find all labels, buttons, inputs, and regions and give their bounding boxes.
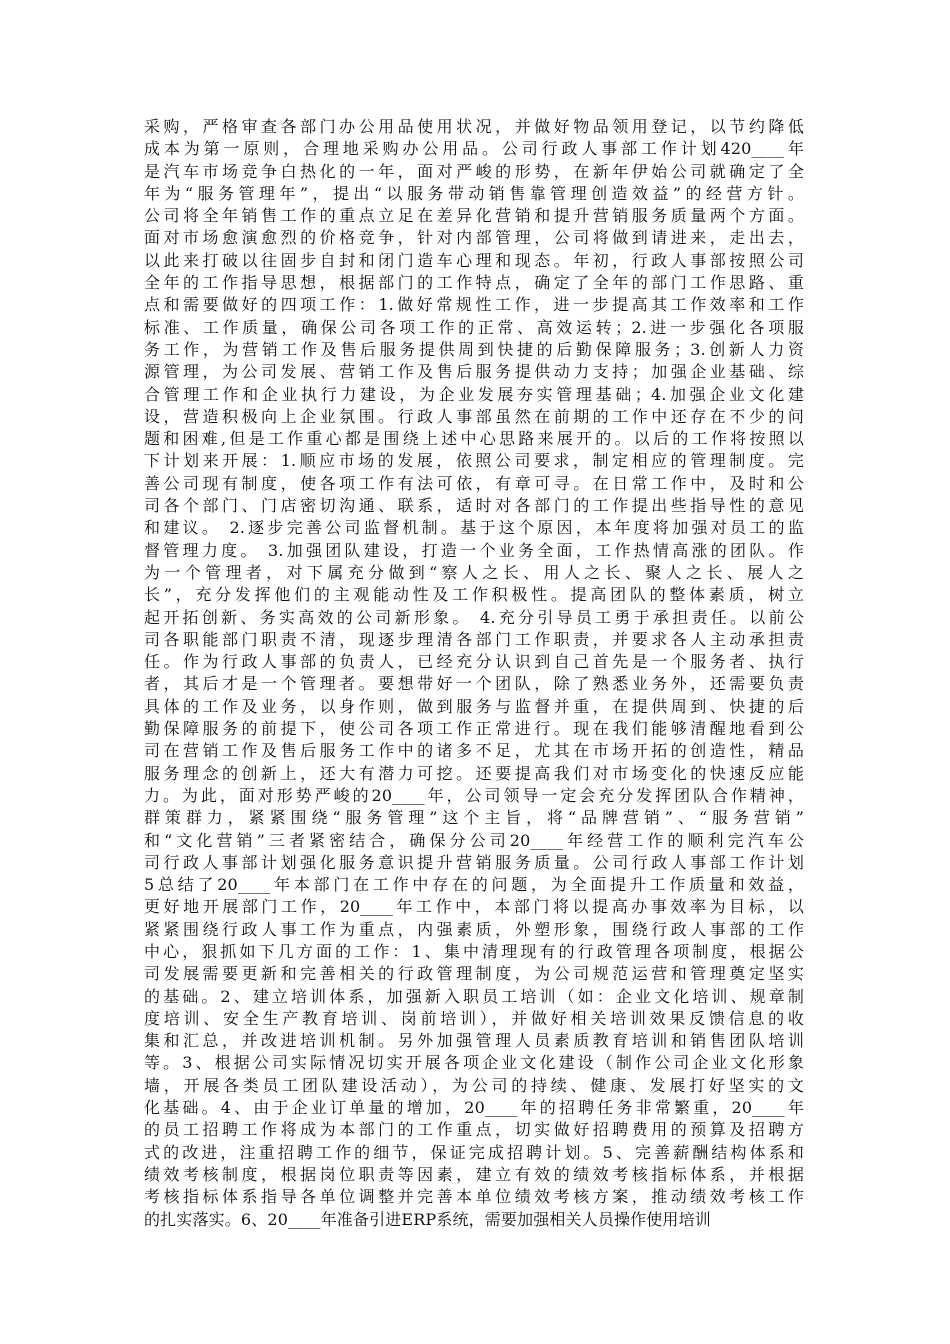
text-line: 以此来打破以往固步自封和闭门造车心理和现态。年初，行政人事部按照公司 [144, 250, 804, 270]
text-line: 更好地开展部门工作，20____年工作中，本部门将以提高办事效率为目标，以 [144, 897, 804, 917]
text-line: 者，其后才是一个管理者。要想带好一个团队，除了熟悉业务外，还需要负责 [144, 674, 804, 694]
text-line: 绩效考核制度，根据岗位职责等因素，建立有效的绩效考核指标体系，并根据 [144, 1164, 804, 1184]
text-line: 标准、工作质量，确保公司各项工作的正常、高效运转；2.进一步强化各项服 [144, 317, 804, 337]
text-line: 等。3、根据公司实际情况切实开展各项企业文化建设（制作公司企业文化形象 [144, 1053, 804, 1073]
text-line: 司各个部门、门店密切沟通、联系，适时对各部门的工作提出些指导性的意见 [144, 496, 804, 516]
text-line: 的基础。2、建立培训体系，加强新入职员工培训（如：企业文化培训、规章制 [144, 986, 804, 1006]
text-line: 司各职能部门职责不清，现逐步理清各部门工作职责，并要求各人主动承担责 [144, 629, 804, 649]
text-line: 起开拓创新、务实高效的公司新形象。 4.充分引导员工勇于承担责任。以前公 [144, 607, 804, 627]
text-line: 点和需要做好的四项工作：1.做好常规性工作，进一步提高其工作效率和工作 [144, 295, 804, 315]
text-line: 力。为此，面对形势严峻的20____年，公司领导一定会充分发挥团队合作精神， [144, 785, 804, 805]
text-line: 司行政人事部计划强化服务意识提升营销服务质量。公司行政人事部工作计划 [144, 852, 804, 872]
text-line: 5总结了20____年本部门在工作中存在的问题，为全面提升工作质量和效益， [144, 875, 804, 895]
text-line: 面对市场愈演愈烈的价格竞争，针对内部管理，公司将做到请进来，走出去， [144, 228, 804, 248]
text-line: 的员工招聘工作将成为本部门的工作重点，切实做好招聘费用的预算及招聘方 [144, 1120, 804, 1140]
text-line: 式的改进，注重招聘工作的细节，保证完成招聘计划。5、完善薪酬结构体系和 [144, 1142, 804, 1162]
text-line: 考核指标体系指导各单位调整并完善本单位绩效考核方案，推动绩效考核工作 [144, 1187, 804, 1207]
text-line: 督管理力度。 3.加强团队建设，打造一个业务全面，工作热情高涨的团队。作 [144, 540, 804, 560]
text-line: 全年的工作指导思想，根据部门的工作特点，确定了全年的部门工作思路、重 [144, 273, 804, 293]
text-line: 和建议。 2.逐步完善公司监督机制。基于这个原因，本年度将加强对员工的监 [144, 518, 804, 538]
text-line: 司发展需要更新和完善相关的行政管理制度，为公司规范运营和管理奠定坚实 [144, 964, 804, 984]
text-line: 墙，开展各类员工团队建设活动），为公司的持续、健康、发展打好坚实的文 [144, 1075, 804, 1095]
text-line: 度培训、安全生产教育培训、岗前培训），并做好相关培训效果反馈信息的收 [144, 1008, 804, 1028]
text-line: 服务理念的创新上，还大有潜力可挖。还要提高我们对市场变化的快速反应能 [144, 763, 804, 783]
text-line: 务工作，为营销工作及售后服务提供周到快捷的后勤保障服务；3.创新人力资 [144, 339, 804, 359]
text-line: 集和汇总，并改进培训机制。另外加强管理人员素质教育培训和销售团队培训 [144, 1031, 804, 1051]
text-line: 紧紧围绕行政人事工作为重点，内强素质，外塑形象，围绕行政人事部的工作 [144, 919, 804, 939]
text-line: 善公司现有制度，使各项工作有法可依，有章可寻。在日常工作中，及时和公 [144, 473, 804, 493]
text-line: 是汽车市场竞争白热化的一年，面对严峻的形势，在新年伊始公司就确定了全 [144, 161, 804, 181]
text-line: 中心，狠抓如下几方面的工作：1、集中清理现有的行政管理各项制度，根据公 [144, 941, 804, 961]
text-line: 采购，严格审查各部门办公用品使用状况，并做好物品领用登记，以节约降低 [144, 117, 804, 136]
text-line: 的扎实落实。6、20____年准备引进ERP系统，需要加强相关人员操作使用培训 [144, 1209, 711, 1229]
text-line: 司在营销工作及售后服务工作中的诸多不足，尤其在市场开拓的创造性，精品 [144, 741, 804, 761]
text-line: 勤保障服务的前提下，使公司各项工作正常进行。现在我们能够清醒地看到公 [144, 719, 804, 739]
text-line: 长”，充分发挥他们的主观能动性及工作积极性。提高团队的整体素质，树立 [144, 585, 804, 605]
text-line: 合管理工作和企业执行力建设，为企业发展夯实管理基础；4.加强企业文化建 [144, 384, 804, 404]
text-line: 为一个管理者，对下属充分做到“察人之长、用人之长、聚人之长、展人之 [144, 562, 804, 582]
text-line: 题和困难,但是工作重心都是围绕上述中心思路来展开的。以后的工作将按照以 [144, 429, 804, 449]
text-line: 成本为第一原则，合理地采购办公用品。公司行政人事部工作计划420____年 [144, 139, 804, 159]
text-line: 具体的工作及业务，以身作则，做到服务与监督并重，在提供周到、快捷的后 [144, 696, 804, 716]
text-line: 公司将全年销售工作的重点立足在差异化营销和提升营销服务质量两个方面。 [144, 206, 804, 226]
text-line: 下计划来开展：1.顺应市场的发展，依照公司要求，制定相应的管理制度。完 [144, 451, 804, 471]
text-line: 源管理，为公司发展、营销工作及售后服务提供动力支持；加强企业基础、综 [144, 362, 804, 382]
text-line: 任。作为行政人事部的负责人，已经充分认识到自己首先是一个服务者、执行 [144, 652, 804, 672]
text-line: 设，营造积极向上企业氛围。行政人事部虽然在前期的工作中还存在不少的问 [144, 406, 804, 426]
body-text [144, 116, 804, 1231]
text-line: 化基础。4、由于企业订单量的增加，20____年的招聘任务非常繁重，20____年 [144, 1098, 804, 1118]
text-line: 年为“服务管理年”，提出“以服务带动销售靠管理创造效益”的经营方针。 [144, 183, 804, 203]
text-line: 和“文化营销”三者紧密结合，确保分公司20____年经营工作的顺利完汽车公 [144, 830, 804, 850]
text-line: 群策群力，紧紧围绕“服务管理”这个主旨，将“品牌营销”、“服务营销” [144, 808, 804, 828]
